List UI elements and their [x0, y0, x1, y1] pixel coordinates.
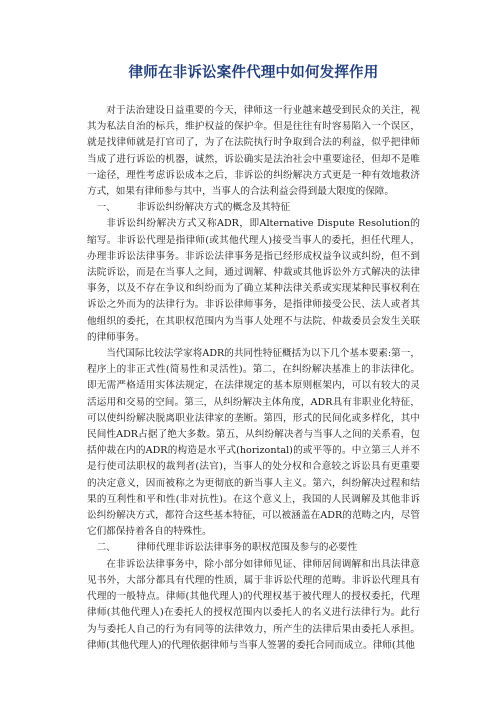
section-1-paragraph-1: 非诉讼纠纷解决方式又称ADR，即Alternative Dispute Resolution的缩写。非诉讼代理是指律师(或其他代理人)接受当事人的委托，担任代理人，办理非诉讼法律事务。非诉讼法律事务是指已经形成权益争议或纠纷，但不到法院诉讼，而是在当事人之间，通过调解、仲裁或其他诉讼外方式解决的法律事务，以及不存在争议和纠纷而为了确立某种法律关系或实现某种民事权利在诉讼之外而为的法律行为。非诉讼律师事务，是指律师接受公民、法人或者其他组织的委托，在其职权范围内为当事人处理不与法院、仲裁委员会发生关联的律师事务。: [87, 218, 420, 343]
section-1-heading-text: 非诉讼纠纷解决方式的概念及其特征: [136, 202, 291, 214]
document-body: [87, 103, 420, 654]
section-2-heading-text: 律师代理非诉讼法律事务的职权范围及参与的必要性: [136, 542, 358, 554]
document-title: 律师在非诉讼案件代理中如何发挥作用: [128, 65, 379, 81]
section-2-number: 二、: [96, 542, 116, 554]
section-2-paragraph-1: 在非诉讼法律事务中，除小部分如律师见证、律师居间调解和出具法律意见书外，大部分都具有代理的性质，属于非诉讼代理的范畴。非诉讼代理具有代理的一般特点。律师(其他代理人)的代理权基于被代理人的授权委托，代理律师(其他代理人)在委托人的授权范围内以委托人的名义进行法律行为。此行为与委托人自己的行为有同等的法律效力，所产生的法律后果由委托人承担。律师(其他代理人)的代理依据律师与当事人签署的委托合同而成立。律师(其他: [87, 558, 420, 651]
section-1-paragraph-2: 当代国际比较法学家将ADR的共同性特征概括为以下几个基本要素:第一，程序上的非正式性(简易性和灵活性)。第二，在纠纷解决基准上的非法律化。即无需严格适用实体法规定，在法律规定的基本原则框架内，可以有较大的灵活运用和交易的空间。第三，从纠纷解决主体角度，ADR具有非职业化特征，可以使纠纷解决脱离职业法律家的垄断。第四，形式的民间化或多样化，其中民间性ADR占据了绝大多数。第五，从纠纷解决者与当事人之间的关系看，包括仲裁在内的ADR的构造是水平式(horizontal)的或平等的。中立第三人并不是行使司法职权的裁判者(法官)，当事人的处分权和合意较之诉讼具有更重要的决定意义，因而被称之为更彻底的新当事人主义。第六，纠纷解决过程和结果的互利性和平和性(非对抗性)。在这个意义上，我国的人民调解及其他非诉讼纠纷解决方式，都符合这些基本特征，可以被涵盖在ADR的范畴之内，尽管它们都保持着各自的特殊性。: [87, 348, 420, 538]
section-1-heading: [87, 200, 420, 216]
section-2-heading: [87, 540, 420, 556]
intro-paragraph: 对于法治建设日益重要的今天，律师这一行业越来越受到民众的关注，视其为私法自治的标兵，维护权益的保护伞。但是往往有时容易陷入一个误区，就是找律师就是打官司了，为了在法院执行时争取到合法的利益，似乎把律师当成了进行诉讼的机器，诚然，诉讼确实是法治社会中重要途径，但却不是唯一途径，理性考虑诉讼成本之后，非诉讼的纠纷解决方式更是一种有效地救济方式，如果有律师参与其中，当事人的合法利益会得到最大限度的保障。: [87, 105, 420, 198]
section-1-number: 一、: [96, 202, 116, 214]
